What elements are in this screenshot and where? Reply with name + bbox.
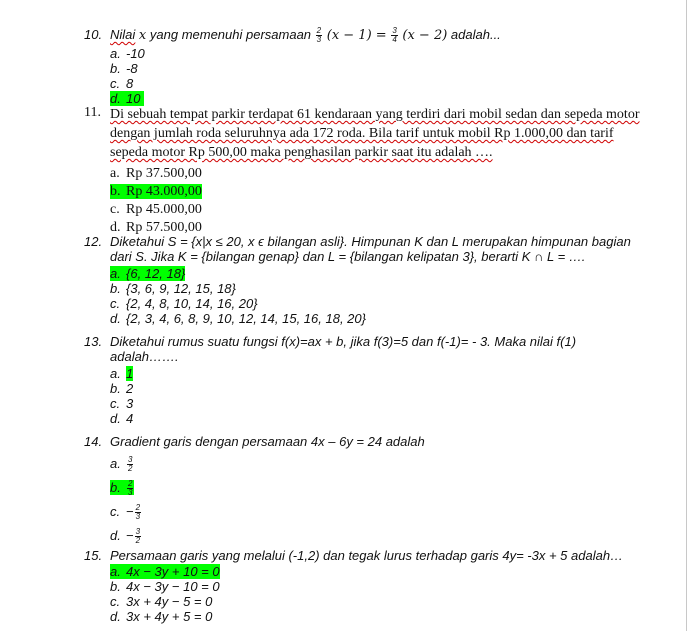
option-d[interactable]: d. Rp 57.500,00 bbox=[110, 220, 202, 235]
option-d[interactable]: d. 4 bbox=[110, 411, 134, 426]
question-stem: Gradient garis dengan persamaan 4x – 6y = 24 adalah bbox=[110, 434, 425, 449]
option-a[interactable]: a. -10 bbox=[110, 46, 145, 62]
option-d-answer[interactable]: d. 10 bbox=[110, 91, 644, 106]
question-15 bbox=[84, 548, 644, 624]
question-number: 15. bbox=[84, 548, 103, 563]
question-stem: Di sebuah tempat parkir terdapat 61 kendaraan yang terdiri dari mobil sedan dan sepeda motor dengan jumlah roda seluruhnya ada 172 roda. Bila tarif untuk mobil Rp 1.000,00 dan tarif sepeda motor Rp 500,00 maka penghasilan parkir saat itu adalah …. bbox=[110, 107, 640, 160]
option-b[interactable]: b. 4x − 3y − 10 = 0 bbox=[110, 579, 220, 594]
option-b-answer[interactable]: b. Rp 43.000,00 bbox=[110, 184, 202, 199]
stem-text: adalah... bbox=[450, 27, 501, 42]
question-13 bbox=[84, 334, 644, 426]
option-b-answer[interactable]: b. $\frac{2}{3}$ bbox=[110, 479, 133, 498]
option-c[interactable]: c. − $\frac{2}{3}$ bbox=[110, 503, 141, 522]
option-c[interactable]: c. Rp 45.000,00 bbox=[110, 202, 202, 217]
stem-variable: x bbox=[138, 28, 147, 43]
option-a[interactable]: a. $\frac{3}{2}$ bbox=[110, 455, 133, 474]
fraction: $\frac{2}{3}$ bbox=[316, 26, 322, 45]
question-10 bbox=[84, 27, 644, 106]
option-b[interactable]: b. 2 bbox=[110, 381, 134, 396]
option-a[interactable]: a. Rp 37.500,00 bbox=[110, 166, 202, 181]
question-12 bbox=[84, 234, 644, 326]
question-number: 12. bbox=[84, 234, 103, 249]
option-d[interactable]: d. {2, 3, 4, 6, 8, 9, 10, 12, 14, 15, 16, 18, 20} bbox=[110, 311, 366, 326]
question-number: 11. bbox=[84, 105, 101, 120]
equation-part: (x − 1) = bbox=[326, 28, 387, 43]
question-stem bbox=[110, 27, 644, 44]
question-11 bbox=[84, 105, 644, 237]
option-b[interactable]: b. {3, 6, 9, 12, 15, 18} bbox=[110, 281, 236, 296]
option-d[interactable]: d. 3x + 4y + 5 = 0 bbox=[110, 609, 213, 624]
question-14 bbox=[84, 434, 644, 548]
option-c[interactable]: c. 3x + 4y − 5 = 0 bbox=[110, 594, 213, 609]
option-a-answer[interactable]: a. 1 bbox=[110, 366, 134, 381]
question-stem: Persamaan garis yang melalui (-1,2) dan tegak lurus terhadap garis 4y= -3x + 5 adalah… bbox=[110, 548, 624, 563]
option-c[interactable]: c. 8 bbox=[110, 76, 134, 92]
question-number: 10. bbox=[84, 27, 103, 42]
option-c[interactable]: c. 3 bbox=[110, 396, 134, 411]
option-a-answer[interactable]: a. {6, 12, 18} bbox=[110, 266, 186, 281]
question-number: 13. bbox=[84, 334, 103, 349]
option-b[interactable]: b. -8 bbox=[110, 61, 138, 77]
question-stem: Diketahui S = {x|x ≤ 20, x ϵ bilangan asli}. Himpunan K dan L merupakan himpunan bagian dari S. Jika K = {bilangan genap} dan L = {bilangan kelipatan 3}, berarti K ∩ L = …. bbox=[110, 234, 631, 264]
option-a-answer[interactable]: a. 4x − 3y + 10 = 0 bbox=[110, 564, 220, 579]
stem-word: Nilai bbox=[110, 27, 136, 42]
option-d[interactable]: d. − $\frac{3}{2}$ bbox=[110, 527, 141, 546]
fraction: $\frac{3}{4}$ bbox=[392, 26, 397, 45]
stem-text: yang memenuhi persamaan bbox=[149, 27, 312, 42]
equation-part: (x − 2) bbox=[402, 28, 448, 43]
option-c[interactable]: c. {2, 4, 8, 10, 14, 16, 20} bbox=[110, 296, 258, 311]
question-stem: Diketahui rumus suatu fungsi f(x)=ax + b, jika f(3)=5 dan f(-1)= - 3. Maka nilai f(1) adalah……. bbox=[110, 334, 577, 364]
question-number: 14. bbox=[84, 434, 103, 449]
